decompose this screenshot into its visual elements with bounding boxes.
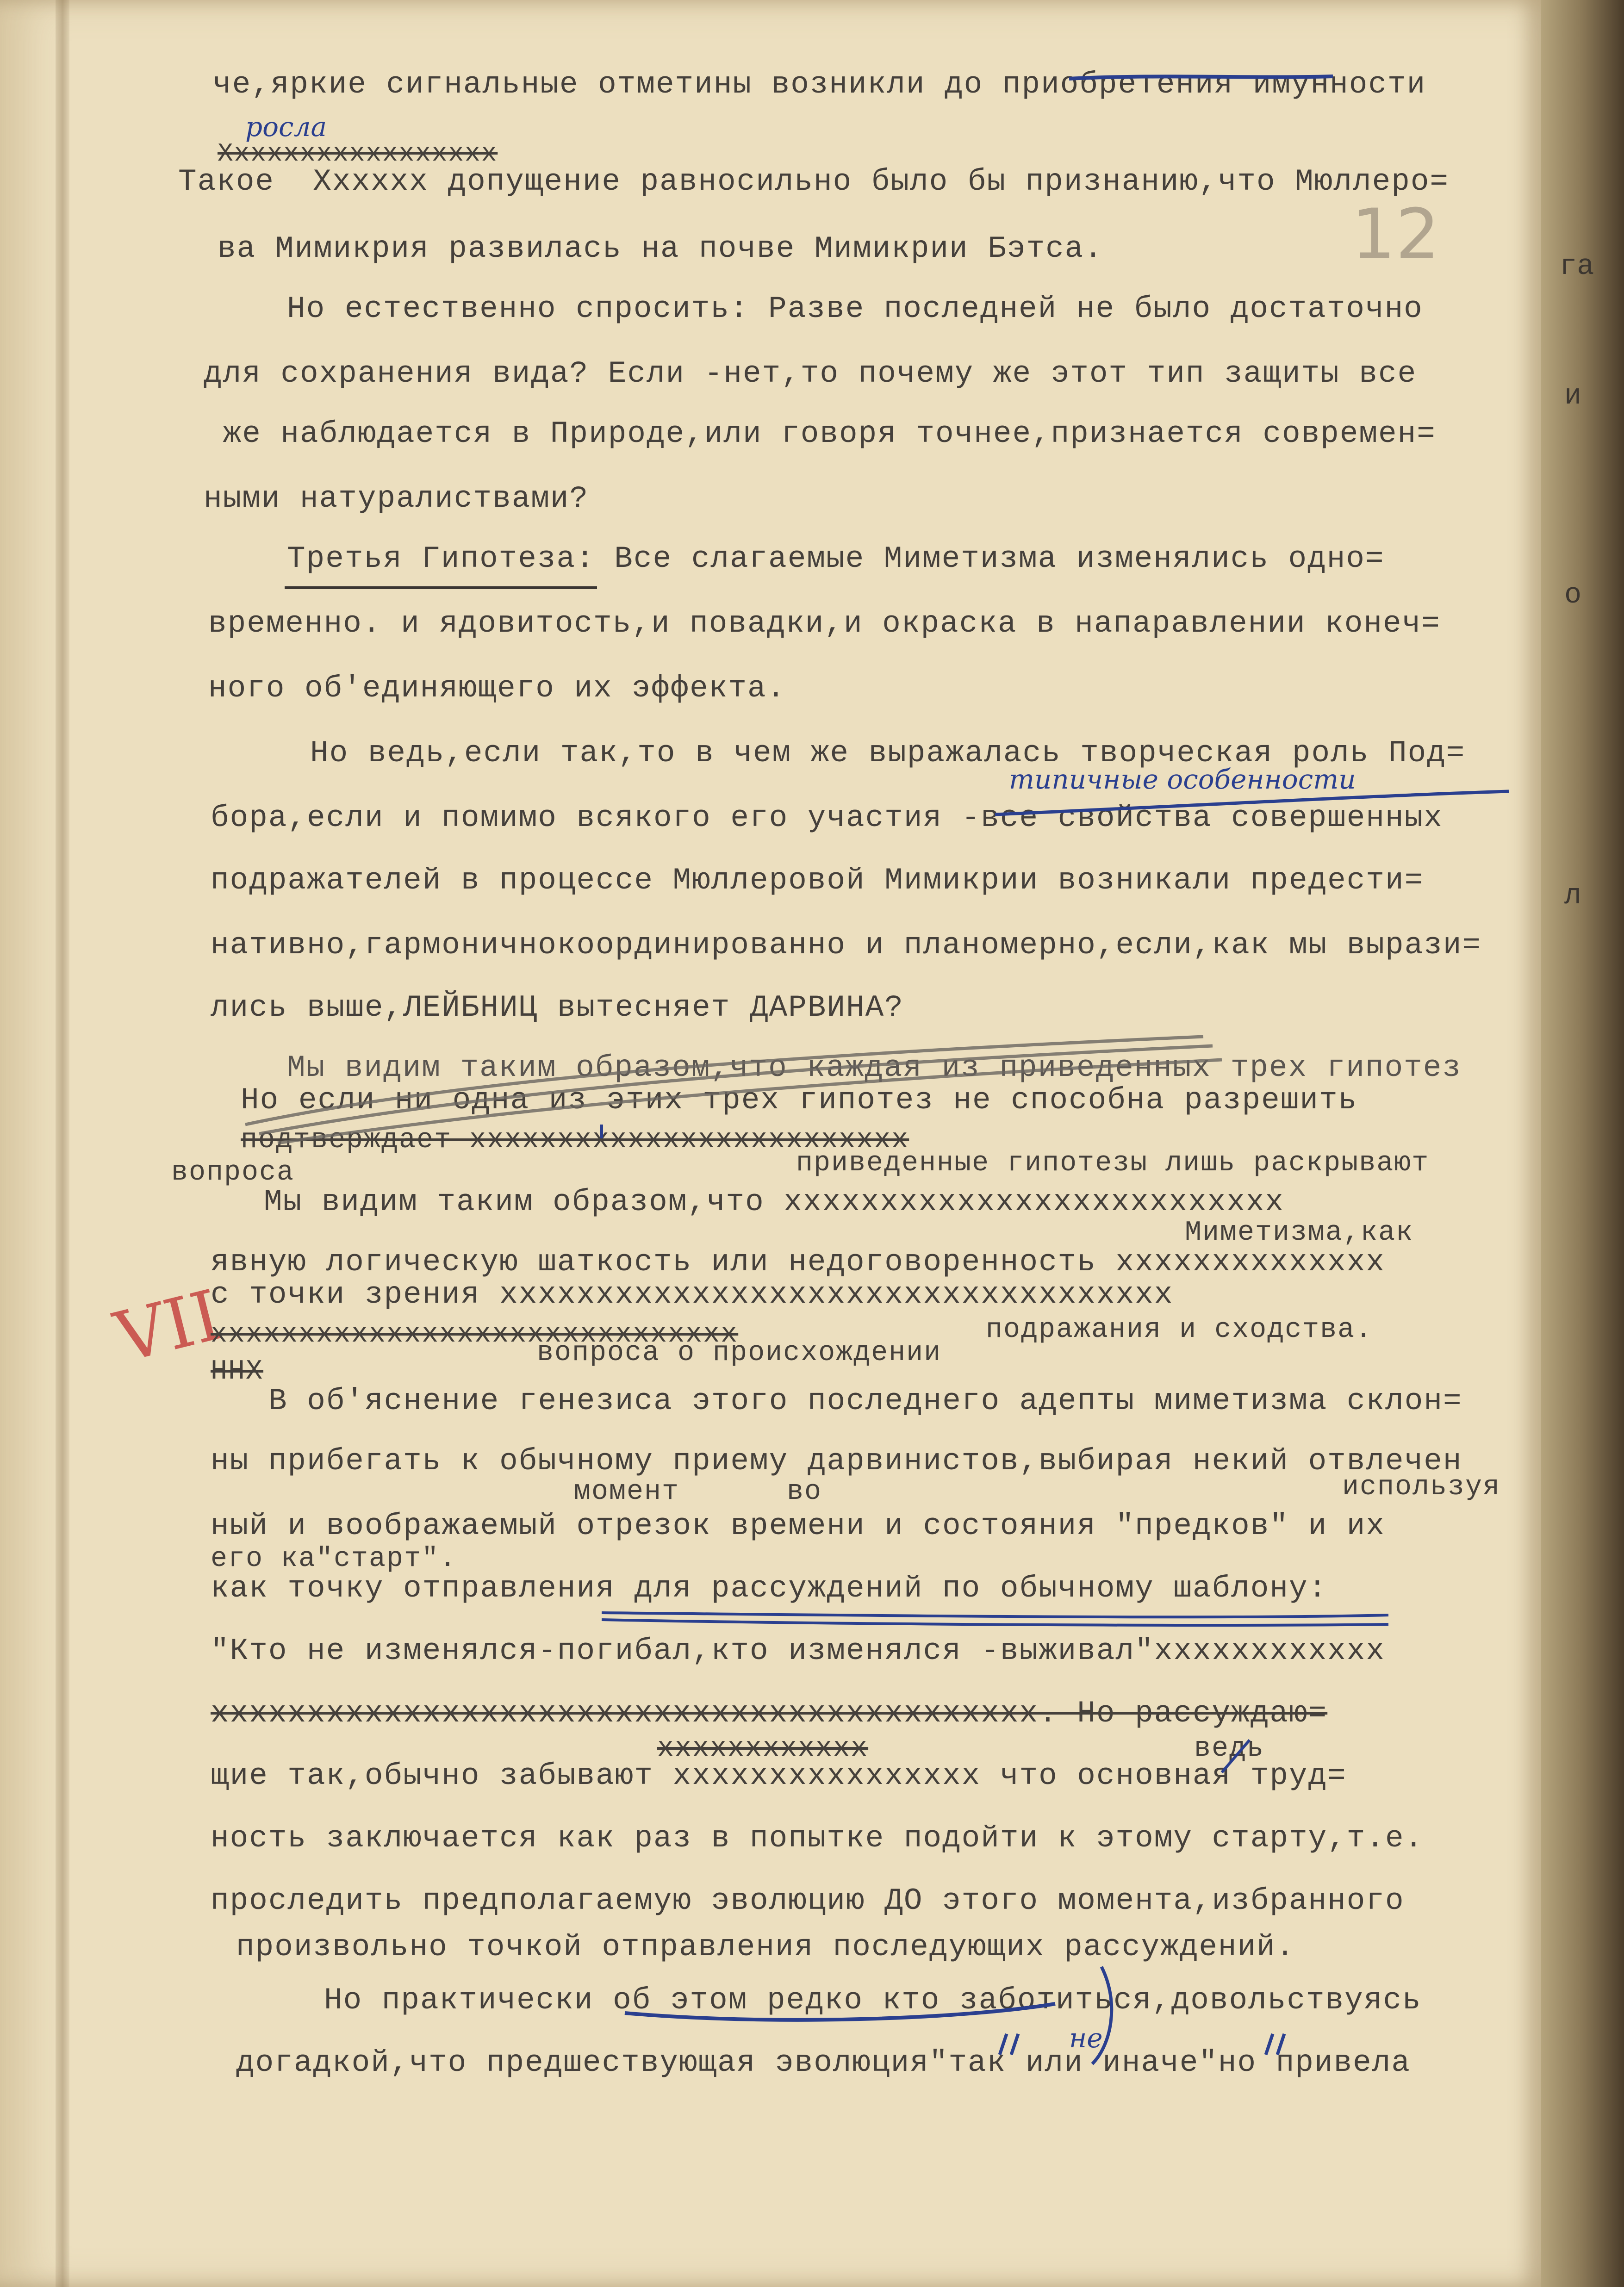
fragment-text: и bbox=[1564, 379, 1582, 412]
handwritten-note: типичные особенности bbox=[1009, 764, 1356, 795]
text-line: вопроса о происхождении bbox=[537, 1337, 942, 1369]
text-line: "Кто не изменялся-погибал,кто изменялся -выживал"хххххххххххх bbox=[211, 1634, 1385, 1668]
handwritten-note: росла bbox=[245, 111, 327, 143]
text-line: догадкой,что предшествующая эволюция"так или иначе"но привела bbox=[236, 2045, 1411, 2080]
handwritten-note: не bbox=[1069, 2022, 1103, 2054]
text-line: ного об'единяющего их эффекта. bbox=[208, 671, 786, 706]
text-line: Но практически об этом редко кто заботиться,довольствуясь bbox=[324, 1983, 1422, 2018]
text-line: ными натуралиствами? bbox=[204, 481, 589, 516]
struck-line: подтверждает ххххххххххххххххххххххххх bbox=[241, 1125, 909, 1156]
struck-line: ххххххххххххххххххххххххххххххххххххххххххх. Но рассуждаю= bbox=[211, 1696, 1328, 1731]
text-line: Но ведь,если так,то в чем же выражалась творческая роль Под= bbox=[310, 736, 1466, 771]
page-number: 12 bbox=[1351, 194, 1440, 275]
struck-line: ННХ bbox=[211, 1356, 264, 1387]
text-line: приведенные гипотезы лишь раскрывают bbox=[796, 1148, 1430, 1179]
text-line: Миметизма,как bbox=[1185, 1217, 1414, 1249]
text-line: ны прибегать к обычному приему дарвинистов,выбирая некий отвлечен bbox=[211, 1444, 1462, 1479]
text-line: для сохранения вида? Если -нет,то почему же этот тип защиты все bbox=[204, 356, 1417, 391]
text-line: же наблюдается в Природе,или говоря точнее,признается современ= bbox=[204, 416, 1436, 451]
text-line: вопроса bbox=[171, 1157, 295, 1188]
text-line: бора,если и помимо всякого его участия -все свойства совершенных bbox=[211, 801, 1443, 835]
text-line: Такое Xxxxxx допущение равносильно было бы признанию,что Мюллеро= bbox=[178, 164, 1450, 199]
fragment-text: га bbox=[1560, 250, 1594, 283]
struck-line: хххххххххххх bbox=[657, 1733, 869, 1765]
text-line: щие так,обычно забывают хххххххххххххххх что основная труд= bbox=[211, 1759, 1347, 1793]
text-line: Но естественно спросить: Разве последней не было достаточно bbox=[287, 292, 1423, 326]
text-line: как точку отправления для рассуждений по обычному шаблону: bbox=[211, 1571, 1328, 1606]
text-line: явную логическую шаткость или недоговоренность хххххххххххххх bbox=[211, 1245, 1385, 1280]
text-line: ный и воображаемый отрезок времени и состояния "предков" и их bbox=[211, 1509, 1385, 1543]
text-line: во bbox=[787, 1476, 822, 1508]
text-line: момент bbox=[574, 1476, 680, 1508]
margin-roman-numeral: VII bbox=[107, 1275, 229, 1379]
struck-line: хххххххххххххххххххххххххххххх bbox=[211, 1319, 739, 1350]
struck-line: Xxxxxxxxxxxxxxxxx bbox=[218, 139, 498, 168]
text-line: используя bbox=[1342, 1472, 1501, 1503]
fragment-text: л bbox=[1564, 879, 1582, 912]
text-line: ность заключается как раз в попытке подойти к этому старту,т.е. bbox=[211, 1821, 1424, 1856]
crossed-out-line: Мы видим таким образом,что каждая из приведенных трех гипотез bbox=[287, 1050, 1462, 1085]
text-line: ведь bbox=[1194, 1733, 1265, 1765]
fragment-text: о bbox=[1564, 578, 1582, 611]
text-line: с точки зрения ххххххххххххххххххххххххххххххххххх bbox=[211, 1277, 1174, 1312]
text-line: нативно,гармоничнокоординированно и планомерно,если,как мы вырази= bbox=[211, 928, 1482, 963]
text-line: Третья Гипотеза: Все слагаемые Миметизма изменялись одно= bbox=[287, 541, 1385, 576]
text-line: лись выше,ЛЕЙБНИЦ вытесняет ДАРВИНА? bbox=[211, 990, 904, 1025]
text-line: Мы видим таким образом,что хххххххххххххххххххххххххх bbox=[264, 1185, 1285, 1219]
text-line: временно. и ядовитость,и повадки,и окраска в напаравлении конеч= bbox=[208, 606, 1441, 641]
text-line: ва Мимикрия развилась на почве Мимикрии Бэтса. bbox=[218, 231, 1103, 266]
text-line: подражания и сходства. bbox=[986, 1314, 1373, 1346]
text-line: че,яркие сигнальные отметины возникли до приобретения имунности bbox=[213, 67, 1426, 102]
text-line: Но если ни одна из этих трех гипотез не способна разрешить bbox=[241, 1083, 1358, 1118]
text-line: проследить предполагаемую эволюцию ДО этого момента,избранного bbox=[211, 1883, 1405, 1918]
text-line: его ка"старт". bbox=[211, 1543, 457, 1575]
text-line: В об'яснение генезиса этого последнего адепты миметизма склон= bbox=[268, 1384, 1462, 1418]
text-line: подражателей в процессе Мюллеровой Мимикрии возникали предести= bbox=[211, 863, 1424, 898]
text-line: произвольно точкой отправления последующих рассуждений. bbox=[236, 1930, 1295, 1964]
